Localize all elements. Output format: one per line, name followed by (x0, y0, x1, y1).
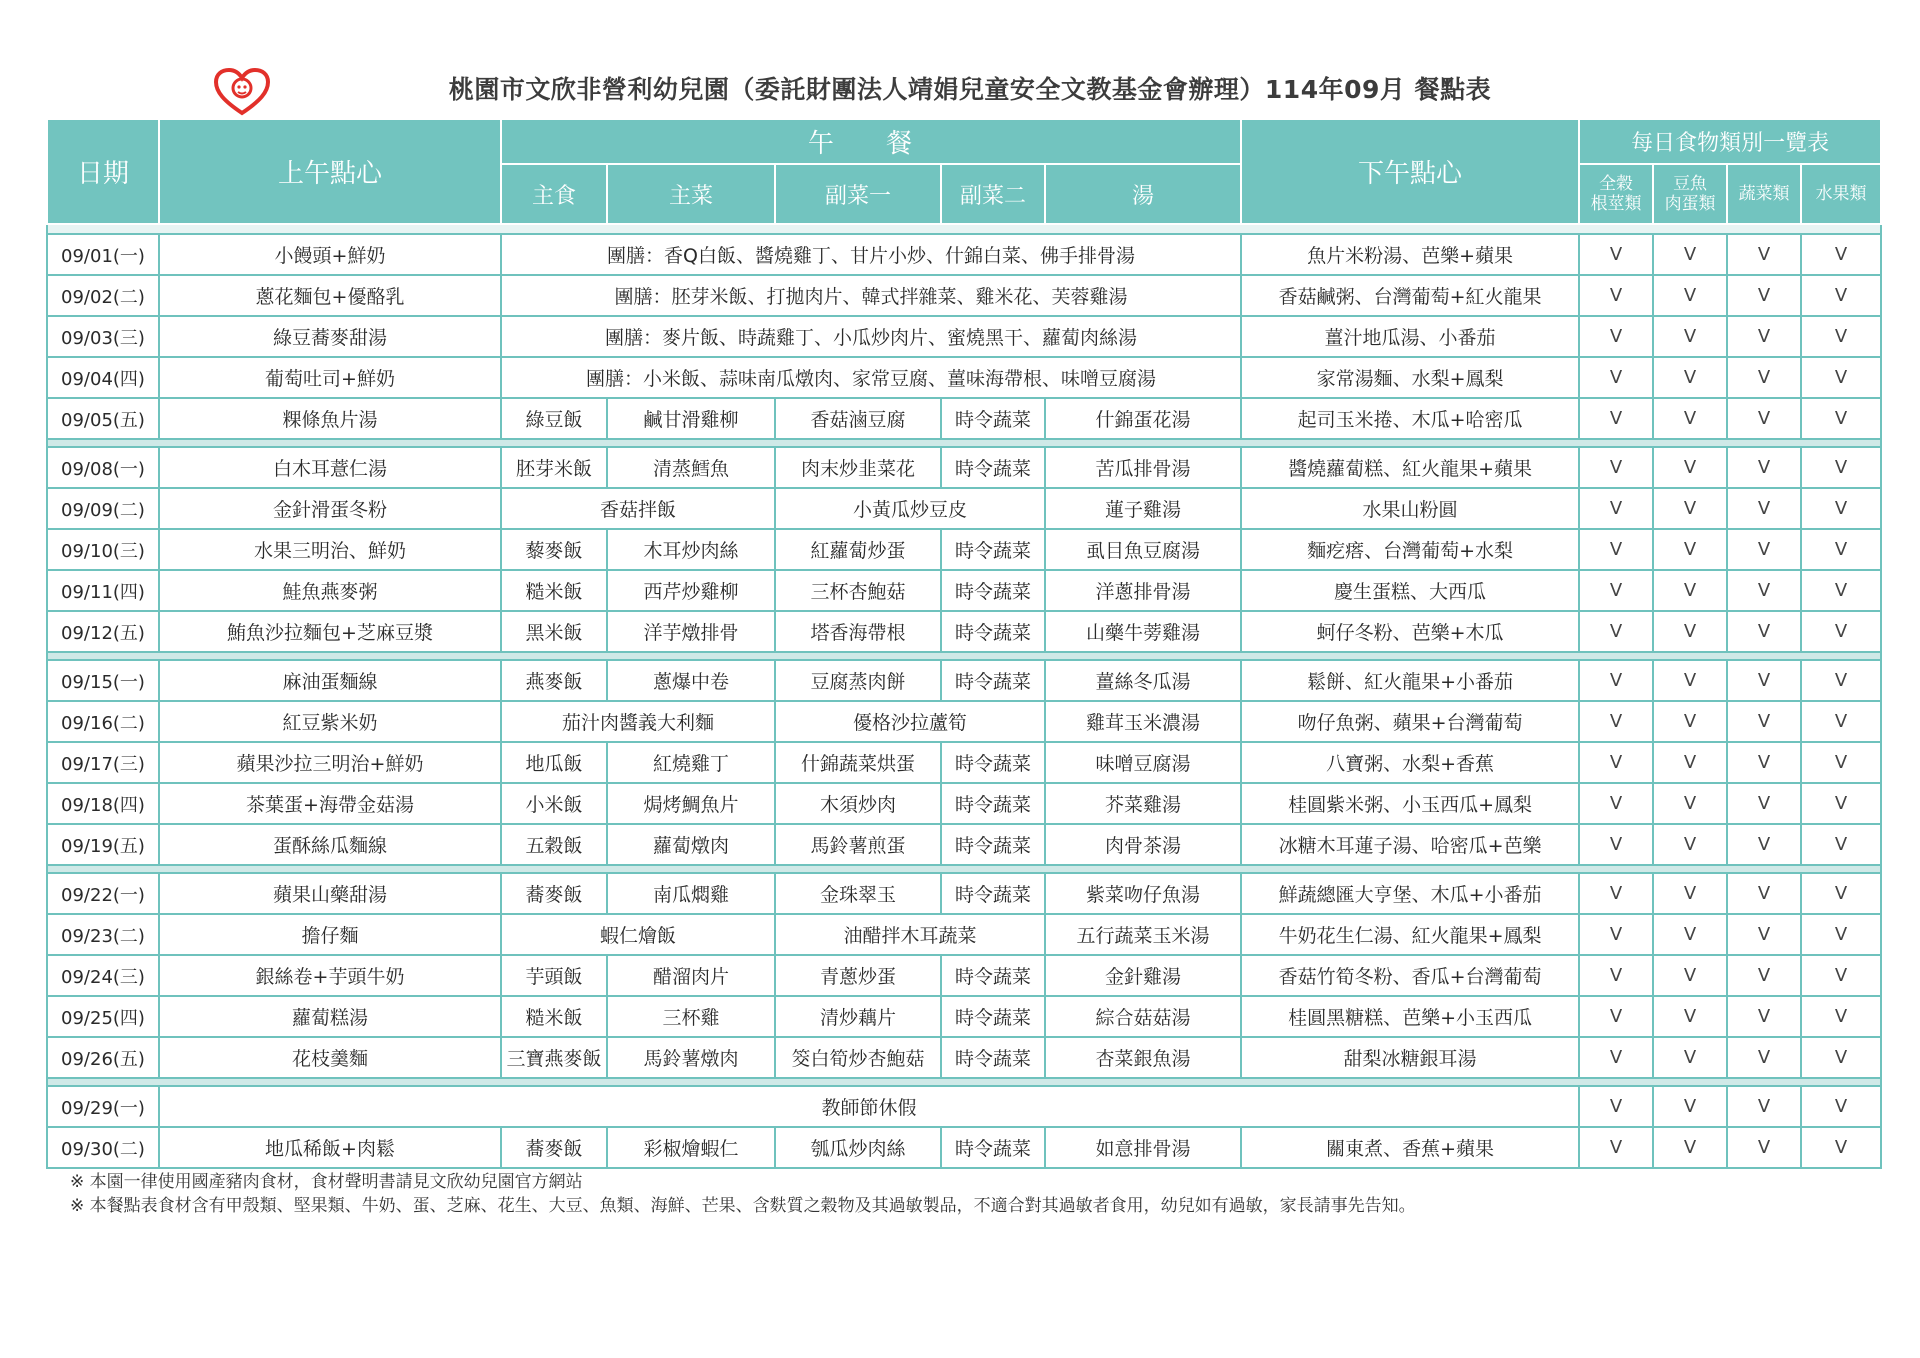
check-fruits: V (1801, 611, 1881, 652)
check-fruits: V (1801, 529, 1881, 570)
morning-snack-cell: 粿條魚片湯 (159, 398, 501, 439)
check-fruits: V (1801, 701, 1881, 742)
check-vegetables: V (1727, 529, 1801, 570)
check-fruits: V (1801, 996, 1881, 1037)
check-grains: V (1579, 660, 1653, 701)
check-grains: V (1579, 611, 1653, 652)
footnote-allergens: ※ 本餐點表食材含有甲殼類、堅果類、牛奶、蛋、芝麻、花生、大豆、魚類、海鮮、芒果、含麩質之穀物及其過敏製品，不適合對其過敏者食用，幼兒如有過敏，家長請事先告知。 (70, 1196, 1416, 1216)
date-cell: 09/09(二) (47, 488, 159, 529)
check-vegetables: V (1727, 357, 1801, 398)
table-row (47, 398, 1881, 439)
morning-snack-cell: 綠豆蕎麥甜湯 (159, 316, 501, 357)
check-vegetables: V (1727, 398, 1801, 439)
staple-cell: 芋頭飯 (501, 955, 607, 996)
check-protein: V (1653, 275, 1727, 316)
table-row (47, 611, 1881, 652)
date-cell: 09/05(五) (47, 398, 159, 439)
check-fruits: V (1801, 316, 1881, 357)
table-row (47, 357, 1881, 398)
catered-lunch-cell: 團膳：香Q白飯、醬燒雞丁、甘片小炒、什錦白菜、佛手排骨湯 (501, 234, 1241, 275)
afternoon-snack-cell: 慶生蛋糕、大西瓜 (1241, 570, 1579, 611)
main-dish-cell: 醋溜肉片 (607, 955, 775, 996)
check-vegetables: V (1727, 234, 1801, 275)
soup-cell: 芥菜雞湯 (1045, 783, 1241, 824)
check-fruits: V (1801, 488, 1881, 529)
check-vegetables: V (1727, 1086, 1801, 1127)
side-dish-2-cell: 時令蔬菜 (941, 873, 1045, 914)
side-dish-1-cell: 塔香海帶根 (775, 611, 941, 652)
check-vegetables: V (1727, 447, 1801, 488)
main-dish-cell: 焗烤鯛魚片 (607, 783, 775, 824)
side-dish-2-cell: 時令蔬菜 (941, 611, 1045, 652)
afternoon-snack-cell: 鬆餅、紅火龍果+小番茄 (1241, 660, 1579, 701)
staple-main-cell: 蝦仁燴飯 (501, 914, 775, 955)
check-protein: V (1653, 488, 1727, 529)
check-vegetables: V (1727, 1037, 1801, 1078)
check-protein: V (1653, 701, 1727, 742)
staple-cell: 小米飯 (501, 783, 607, 824)
check-grains: V (1579, 357, 1653, 398)
header-daily-food-groups: 每日食物類別一覽表 (1579, 119, 1881, 164)
date-cell: 09/25(四) (47, 996, 159, 1037)
check-fruits: V (1801, 447, 1881, 488)
catered-lunch-cell: 團膳：麥片飯、時蔬雞丁、小瓜炒肉片、蜜燒黑干、蘿蔔肉絲湯 (501, 316, 1241, 357)
soup-cell: 紫菜吻仔魚湯 (1045, 873, 1241, 914)
afternoon-snack-cell: 關東煮、香蕉+蘋果 (1241, 1127, 1579, 1168)
morning-snack-cell: 擔仔麵 (159, 914, 501, 955)
check-vegetables: V (1727, 914, 1801, 955)
table-row (47, 275, 1881, 316)
table-row (47, 447, 1881, 488)
side-dish-1-cell: 馬鈴薯煎蛋 (775, 824, 941, 865)
check-grains: V (1579, 447, 1653, 488)
header-lunch: 午 餐 (501, 119, 1241, 164)
check-protein: V (1653, 955, 1727, 996)
check-grains: V (1579, 570, 1653, 611)
check-fruits: V (1801, 824, 1881, 865)
check-fruits: V (1801, 570, 1881, 611)
side-dishes-cell: 油醋拌木耳蔬菜 (775, 914, 1045, 955)
check-fruits: V (1801, 1086, 1881, 1127)
table-row (47, 529, 1881, 570)
week-separator-cell (47, 652, 1881, 660)
header-grains: 全穀 根莖類 (1579, 164, 1653, 224)
morning-snack-cell: 鮪魚沙拉麵包+芝麻豆漿 (159, 611, 501, 652)
soup-cell: 虱目魚豆腐湯 (1045, 529, 1241, 570)
morning-snack-cell: 水果三明治、鮮奶 (159, 529, 501, 570)
check-protein: V (1653, 783, 1727, 824)
soup-cell: 五行蔬菜玉米湯 (1045, 914, 1241, 955)
main-dish-cell: 鹹甘滑雞柳 (607, 398, 775, 439)
afternoon-snack-cell: 醬燒蘿蔔糕、紅火龍果+蘋果 (1241, 447, 1579, 488)
side-dish-2-cell: 時令蔬菜 (941, 1037, 1045, 1078)
soup-cell: 雞茸玉米濃湯 (1045, 701, 1241, 742)
check-grains: V (1579, 488, 1653, 529)
week-separator (47, 652, 1881, 660)
staple-main-cell: 茄汁肉醬義大利麵 (501, 701, 775, 742)
check-grains: V (1579, 316, 1653, 357)
check-protein: V (1653, 873, 1727, 914)
header-fruits: 水果類 (1801, 164, 1881, 224)
check-fruits: V (1801, 660, 1881, 701)
check-fruits: V (1801, 357, 1881, 398)
check-protein: V (1653, 824, 1727, 865)
staple-cell: 地瓜飯 (501, 742, 607, 783)
check-fruits: V (1801, 275, 1881, 316)
check-protein: V (1653, 742, 1727, 783)
table-row (47, 1127, 1881, 1168)
check-grains: V (1579, 783, 1653, 824)
check-grains: V (1579, 996, 1653, 1037)
staple-main-cell: 香菇拌飯 (501, 488, 775, 529)
main-dish-cell: 木耳炒肉絲 (607, 529, 775, 570)
side-dish-1-cell: 瓠瓜炒肉絲 (775, 1127, 941, 1168)
date-cell: 09/04(四) (47, 357, 159, 398)
heart-child-logo-icon (214, 68, 270, 116)
check-protein: V (1653, 611, 1727, 652)
header-protein: 豆魚 肉蛋類 (1653, 164, 1727, 224)
afternoon-snack-cell: 甜梨冰糖銀耳湯 (1241, 1037, 1579, 1078)
morning-snack-cell: 麻油蛋麵線 (159, 660, 501, 701)
catered-lunch-cell: 團膳：小米飯、蒜味南瓜燉肉、家常豆腐、薑味海帶根、味噌豆腐湯 (501, 357, 1241, 398)
footnote-pork: ※ 本園一律使用國產豬肉食材，食材聲明書請見文欣幼兒園官方網站 (70, 1172, 583, 1192)
check-fruits: V (1801, 742, 1881, 783)
afternoon-snack-cell: 牛奶花生仁湯、紅火龍果+鳳梨 (1241, 914, 1579, 955)
afternoon-snack-cell: 八寶粥、水梨+香蕉 (1241, 742, 1579, 783)
date-cell: 09/12(五) (47, 611, 159, 652)
morning-snack-cell: 白木耳薏仁湯 (159, 447, 501, 488)
date-cell: 09/19(五) (47, 824, 159, 865)
main-dish-cell: 西芹炒雞柳 (607, 570, 775, 611)
check-protein: V (1653, 1127, 1727, 1168)
side-dishes-cell: 優格沙拉蘆筍 (775, 701, 1045, 742)
date-cell: 09/30(二) (47, 1127, 159, 1168)
check-fruits: V (1801, 873, 1881, 914)
check-grains: V (1579, 1127, 1653, 1168)
side-dish-2-cell: 時令蔬菜 (941, 824, 1045, 865)
table-row (47, 873, 1881, 914)
check-grains: V (1579, 1086, 1653, 1127)
soup-cell: 綜合菇菇湯 (1045, 996, 1241, 1037)
morning-snack-cell: 小饅頭+鮮奶 (159, 234, 501, 275)
check-vegetables: V (1727, 996, 1801, 1037)
table-row (47, 824, 1881, 865)
check-vegetables: V (1727, 316, 1801, 357)
header-vegetables: 蔬菜類 (1727, 164, 1801, 224)
check-vegetables: V (1727, 701, 1801, 742)
header-side-dish-2: 副菜二 (941, 164, 1045, 224)
afternoon-snack-cell: 鮮蔬總匯大亨堡、木瓜+小番茄 (1241, 873, 1579, 914)
soup-cell: 薑絲冬瓜湯 (1045, 660, 1241, 701)
staple-cell: 胚芽米飯 (501, 447, 607, 488)
check-grains: V (1579, 398, 1653, 439)
check-grains: V (1579, 955, 1653, 996)
header-date: 日期 (47, 119, 159, 224)
soup-cell: 味噌豆腐湯 (1045, 742, 1241, 783)
week-separator-cell (47, 439, 1881, 447)
check-fruits: V (1801, 1127, 1881, 1168)
table-row (47, 570, 1881, 611)
date-cell: 09/26(五) (47, 1037, 159, 1078)
date-cell: 09/23(二) (47, 914, 159, 955)
soup-cell: 洋蔥排骨湯 (1045, 570, 1241, 611)
table-row (47, 1037, 1881, 1078)
side-dish-1-cell: 筊白筍炒杏鮑菇 (775, 1037, 941, 1078)
table-row (47, 914, 1881, 955)
table-row (47, 996, 1881, 1037)
side-dish-1-cell: 三杯杏鮑菇 (775, 570, 941, 611)
footnotes (70, 1170, 1416, 1218)
check-grains: V (1579, 701, 1653, 742)
staple-cell: 燕麥飯 (501, 660, 607, 701)
week-separator-cell (47, 865, 1881, 873)
date-cell: 09/10(三) (47, 529, 159, 570)
morning-snack-cell: 金針滑蛋冬粉 (159, 488, 501, 529)
date-cell: 09/22(一) (47, 873, 159, 914)
morning-snack-cell: 鮭魚燕麥粥 (159, 570, 501, 611)
soup-cell: 蓮子雞湯 (1045, 488, 1241, 529)
check-fruits: V (1801, 783, 1881, 824)
side-dish-2-cell: 時令蔬菜 (941, 398, 1045, 439)
date-cell: 09/17(三) (47, 742, 159, 783)
check-vegetables: V (1727, 955, 1801, 996)
check-protein: V (1653, 529, 1727, 570)
check-vegetables: V (1727, 873, 1801, 914)
check-vegetables: V (1727, 1127, 1801, 1168)
check-vegetables: V (1727, 742, 1801, 783)
check-vegetables: V (1727, 611, 1801, 652)
date-cell: 09/18(四) (47, 783, 159, 824)
soup-cell: 如意排骨湯 (1045, 1127, 1241, 1168)
table-row (47, 742, 1881, 783)
side-dish-1-cell: 什錦蔬菜烘蛋 (775, 742, 941, 783)
check-protein: V (1653, 1086, 1727, 1127)
morning-snack-cell: 蛋酥絲瓜麵線 (159, 824, 501, 865)
table-row (47, 488, 1881, 529)
side-dish-1-cell: 金珠翠玉 (775, 873, 941, 914)
morning-snack-cell: 蔥花麵包+優酪乳 (159, 275, 501, 316)
check-vegetables: V (1727, 824, 1801, 865)
soup-cell: 山藥牛蒡雞湯 (1045, 611, 1241, 652)
check-protein: V (1653, 234, 1727, 275)
header-soup: 湯 (1045, 164, 1241, 224)
morning-snack-cell: 花枝羹麵 (159, 1037, 501, 1078)
morning-snack-cell: 蘋果山藥甜湯 (159, 873, 501, 914)
afternoon-snack-cell: 水果山粉圓 (1241, 488, 1579, 529)
side-dish-1-cell: 木須炒肉 (775, 783, 941, 824)
meal-table (46, 118, 1882, 1169)
page-title: 桃園市文欣非營利幼兒園（委託財團法人靖娟兒童安全文教基金會辦理）114年09月 餐點表 (448, 75, 1492, 104)
side-dish-1-cell: 青蔥炒蛋 (775, 955, 941, 996)
meal-table-body (47, 224, 1881, 1168)
check-grains: V (1579, 824, 1653, 865)
check-protein: V (1653, 914, 1727, 955)
check-protein: V (1653, 660, 1727, 701)
side-dishes-cell: 小黃瓜炒豆皮 (775, 488, 1045, 529)
header-staple: 主食 (501, 164, 607, 224)
date-cell: 09/08(一) (47, 447, 159, 488)
table-row (47, 660, 1881, 701)
soup-cell: 杏菜銀魚湯 (1045, 1037, 1241, 1078)
check-fruits: V (1801, 955, 1881, 996)
morning-snack-cell: 蘋果沙拉三明治+鮮奶 (159, 742, 501, 783)
week-separator (47, 865, 1881, 873)
check-protein: V (1653, 570, 1727, 611)
staple-cell: 綠豆飯 (501, 398, 607, 439)
check-vegetables: V (1727, 660, 1801, 701)
soup-cell: 肉骨茶湯 (1045, 824, 1241, 865)
soup-cell: 什錦蛋花湯 (1045, 398, 1241, 439)
staple-cell: 三寶燕麥飯 (501, 1037, 607, 1078)
week-separator (47, 1078, 1881, 1086)
check-grains: V (1579, 275, 1653, 316)
table-row (47, 701, 1881, 742)
header-main-dish: 主菜 (607, 164, 775, 224)
main-dish-cell: 洋芋燉排骨 (607, 611, 775, 652)
check-fruits: V (1801, 234, 1881, 275)
side-dish-2-cell: 時令蔬菜 (941, 660, 1045, 701)
side-dish-2-cell: 時令蔬菜 (941, 742, 1045, 783)
afternoon-snack-cell: 魚片米粉湯、芭樂+蘋果 (1241, 234, 1579, 275)
afternoon-snack-cell: 薑汁地瓜湯、小番茄 (1241, 316, 1579, 357)
morning-snack-cell: 葡萄吐司+鮮奶 (159, 357, 501, 398)
week-separator-cell (47, 224, 1881, 234)
main-dish-cell: 清蒸鱈魚 (607, 447, 775, 488)
afternoon-snack-cell: 桂圓黑糖糕、芭樂+小玉西瓜 (1241, 996, 1579, 1037)
main-dish-cell: 蔥爆中卷 (607, 660, 775, 701)
check-fruits: V (1801, 1037, 1881, 1078)
afternoon-snack-cell: 桂圓紫米粥、小玉西瓜+鳳梨 (1241, 783, 1579, 824)
side-dish-2-cell: 時令蔬菜 (941, 570, 1045, 611)
date-cell: 09/15(一) (47, 660, 159, 701)
check-fruits: V (1801, 398, 1881, 439)
afternoon-snack-cell: 香菇鹹粥、台灣葡萄+紅火龍果 (1241, 275, 1579, 316)
check-protein: V (1653, 996, 1727, 1037)
staple-cell: 蕎麥飯 (501, 1127, 607, 1168)
staple-cell: 黑米飯 (501, 611, 607, 652)
main-dish-cell: 三杯雞 (607, 996, 775, 1037)
side-dish-2-cell: 時令蔬菜 (941, 529, 1045, 570)
header-afternoon-snack: 下午點心 (1241, 119, 1579, 224)
check-protein: V (1653, 447, 1727, 488)
side-dish-2-cell: 時令蔬菜 (941, 955, 1045, 996)
side-dish-2-cell: 時令蔬菜 (941, 783, 1045, 824)
side-dish-2-cell: 時令蔬菜 (941, 1127, 1045, 1168)
table-row (47, 234, 1881, 275)
side-dish-1-cell: 清炒藕片 (775, 996, 941, 1037)
morning-snack-cell: 蘿蔔糕湯 (159, 996, 501, 1037)
afternoon-snack-cell: 香菇竹筍冬粉、香瓜+台灣葡萄 (1241, 955, 1579, 996)
staple-cell: 五穀飯 (501, 824, 607, 865)
staple-cell: 糙米飯 (501, 570, 607, 611)
main-dish-cell: 南瓜燜雞 (607, 873, 775, 914)
afternoon-snack-cell: 冰糖木耳蓮子湯、哈密瓜+芭樂 (1241, 824, 1579, 865)
date-cell: 09/01(一) (47, 234, 159, 275)
week-separator (47, 439, 1881, 447)
check-protein: V (1653, 1037, 1727, 1078)
table-row (47, 316, 1881, 357)
side-dish-1-cell: 豆腐蒸肉餅 (775, 660, 941, 701)
side-dish-1-cell: 紅蘿蔔炒蛋 (775, 529, 941, 570)
week-separator-cell (47, 1078, 1881, 1086)
check-grains: V (1579, 1037, 1653, 1078)
staple-cell: 蕎麥飯 (501, 873, 607, 914)
afternoon-snack-cell: 吻仔魚粥、蘋果+台灣葡萄 (1241, 701, 1579, 742)
morning-snack-cell: 茶葉蛋+海帶金菇湯 (159, 783, 501, 824)
check-grains: V (1579, 529, 1653, 570)
check-vegetables: V (1727, 275, 1801, 316)
date-cell: 09/29(一) (47, 1086, 159, 1127)
side-dish-1-cell: 香菇滷豆腐 (775, 398, 941, 439)
side-dish-2-cell: 時令蔬菜 (941, 447, 1045, 488)
main-dish-cell: 蘿蔔燉肉 (607, 824, 775, 865)
side-dish-1-cell: 肉末炒韭菜花 (775, 447, 941, 488)
staple-cell: 糙米飯 (501, 996, 607, 1037)
check-grains: V (1579, 742, 1653, 783)
main-dish-cell: 彩椒燴蝦仁 (607, 1127, 775, 1168)
side-dish-2-cell: 時令蔬菜 (941, 996, 1045, 1037)
check-grains: V (1579, 873, 1653, 914)
check-protein: V (1653, 316, 1727, 357)
table-row (47, 783, 1881, 824)
check-vegetables: V (1727, 570, 1801, 611)
afternoon-snack-cell: 家常湯麵、水梨+鳳梨 (1241, 357, 1579, 398)
afternoon-snack-cell: 起司玉米捲、木瓜+哈密瓜 (1241, 398, 1579, 439)
check-vegetables: V (1727, 488, 1801, 529)
check-vegetables: V (1727, 783, 1801, 824)
holiday-cell: 教師節休假 (159, 1086, 1579, 1127)
date-cell: 09/24(三) (47, 955, 159, 996)
main-dish-cell: 紅燒雞丁 (607, 742, 775, 783)
check-fruits: V (1801, 914, 1881, 955)
week-separator (47, 224, 1881, 234)
header-side-dish-1: 副菜一 (775, 164, 941, 224)
morning-snack-cell: 地瓜稀飯+肉鬆 (159, 1127, 501, 1168)
date-cell: 09/03(三) (47, 316, 159, 357)
catered-lunch-cell: 團膳：胚芽米飯、打拋肉片、韓式拌雜菜、雞米花、芙蓉雞湯 (501, 275, 1241, 316)
afternoon-snack-cell: 蚵仔冬粉、芭樂+木瓜 (1241, 611, 1579, 652)
morning-snack-cell: 銀絲卷+芋頭牛奶 (159, 955, 501, 996)
soup-cell: 金針雞湯 (1045, 955, 1241, 996)
staple-cell: 藜麥飯 (501, 529, 607, 570)
table-row (47, 955, 1881, 996)
header-morning-snack: 上午點心 (159, 119, 501, 224)
table-row (47, 1086, 1881, 1127)
check-grains: V (1579, 234, 1653, 275)
check-grains: V (1579, 914, 1653, 955)
check-protein: V (1653, 398, 1727, 439)
date-cell: 09/11(四) (47, 570, 159, 611)
date-cell: 09/16(二) (47, 701, 159, 742)
date-cell: 09/02(二) (47, 275, 159, 316)
check-protein: V (1653, 357, 1727, 398)
afternoon-snack-cell: 麵疙瘩、台灣葡萄+水梨 (1241, 529, 1579, 570)
main-dish-cell: 馬鈴薯燉肉 (607, 1037, 775, 1078)
morning-snack-cell: 紅豆紫米奶 (159, 701, 501, 742)
soup-cell: 苦瓜排骨湯 (1045, 447, 1241, 488)
